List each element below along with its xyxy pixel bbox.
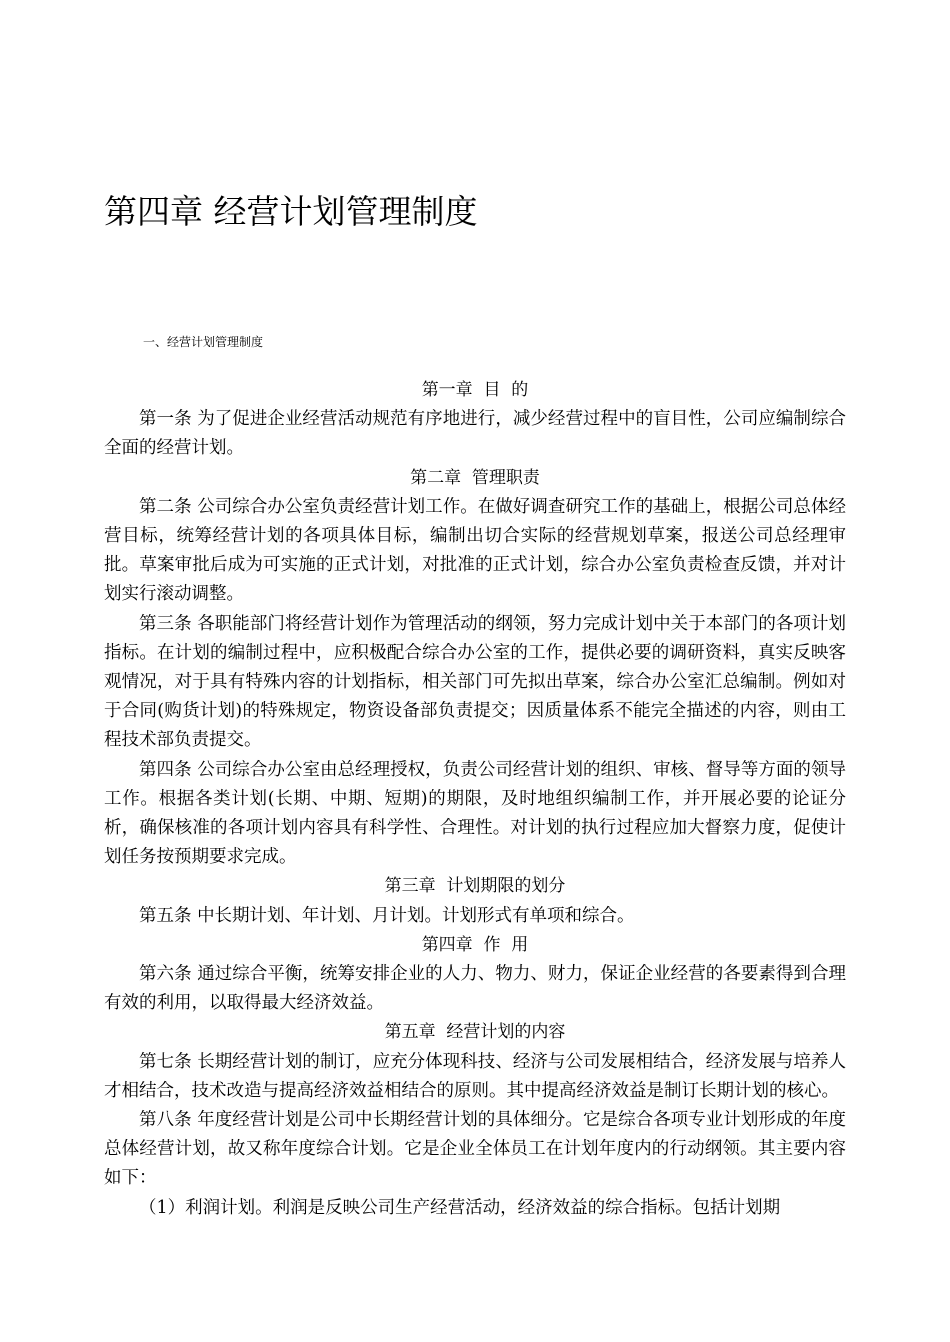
chapter-heading: 第五章 经营计划的内容 xyxy=(384,1022,566,1043)
list-item: （1）利润计划。利润是反映公司生产经营活动，经济效益的综合指标。包括计划期 xyxy=(139,1197,781,1218)
article-paragraph: 第一条 为了促进企业经营活动规范有序地进行，减少经营过程中的盲目性，公司应编制综合全面的经营计划。 xyxy=(104,409,846,459)
article-paragraph: 第五条 中长期计划、年计划、月计划。计划形式有单项和综合。 xyxy=(139,905,635,926)
section-heading: 一、经营计划管理制度 xyxy=(143,335,264,349)
chapter-heading: 第二章 管理职责 xyxy=(410,467,540,488)
article-paragraph: 第七条 长期经营计划的制订，应充分体现科技、经济与公司发展相结合，经济发展与培养人才相结合，技术改造与提高经济效益相结合的原则。其中提高经济效益是制订长期计划的核心。 xyxy=(104,1051,846,1101)
chapter-heading: 第三章 计划期限的划分 xyxy=(384,876,566,897)
article-paragraph: 第八条 年度经营计划是公司中长期经营计划的具体细分。它是综合各项专业计划形成的年度总体经营计划，故又称年度综合计划。它是企业全体员工在计划年度内的行动纲领。其主要内容如下： xyxy=(104,1110,846,1189)
article-paragraph: 第四条 公司综合办公室由总经理授权，负责公司经营计划的组织、审核、督导等方面的领导工作。根据各类计划(长期、中期、短期)的期限，及时地组织编制工作，并开展必要的论证分析，确保核准的各项计划内容具有科学性、合理性。对计划的执行过程应加大督察力度，促使计划任务按预期要求完成。 xyxy=(104,759,846,868)
article-paragraph: 第二条 公司综合办公室负责经营计划工作。在做好调查研究工作的基础上，根据公司总体经营目标，统筹经营计划的各项具体目标，编制出切合实际的经营规划草案，报送公司总经理审批。草案审批后成为可实施的正式计划，对批准的正式计划，综合办公室负责检查反馈，并对计划实行滚动调整。 xyxy=(104,496,846,605)
article-paragraph: 第三条 各职能部门将经营计划作为管理活动的纲领，努力完成计划中关于本部门的各项计划指标。在计划的编制过程中，应积极配合综合办公室的工作，提供必要的调研资料，真实反映客观情况，对于具有特殊内容的计划指标，相关部门可先拟出草案，综合办公室汇总编制。例如对于合同(购货计划)的特殊规定，物资设备部负责提交；因质量体系不能完全描述的内容，则由工程技术部负责提交。 xyxy=(104,613,846,751)
chapter-heading: 第一章 目 的 xyxy=(421,380,529,400)
document-body xyxy=(104,376,846,1223)
article-paragraph: 第六条 通过综合平衡，统筹安排企业的人力、物力、财力，保证企业经营的各要素得到合理有效的利用，以取得最大经济效益。 xyxy=(104,964,846,1014)
chapter-heading: 第四章 作 用 xyxy=(421,934,529,955)
document-title: 第四章 经营计划管理制度 xyxy=(104,192,478,231)
